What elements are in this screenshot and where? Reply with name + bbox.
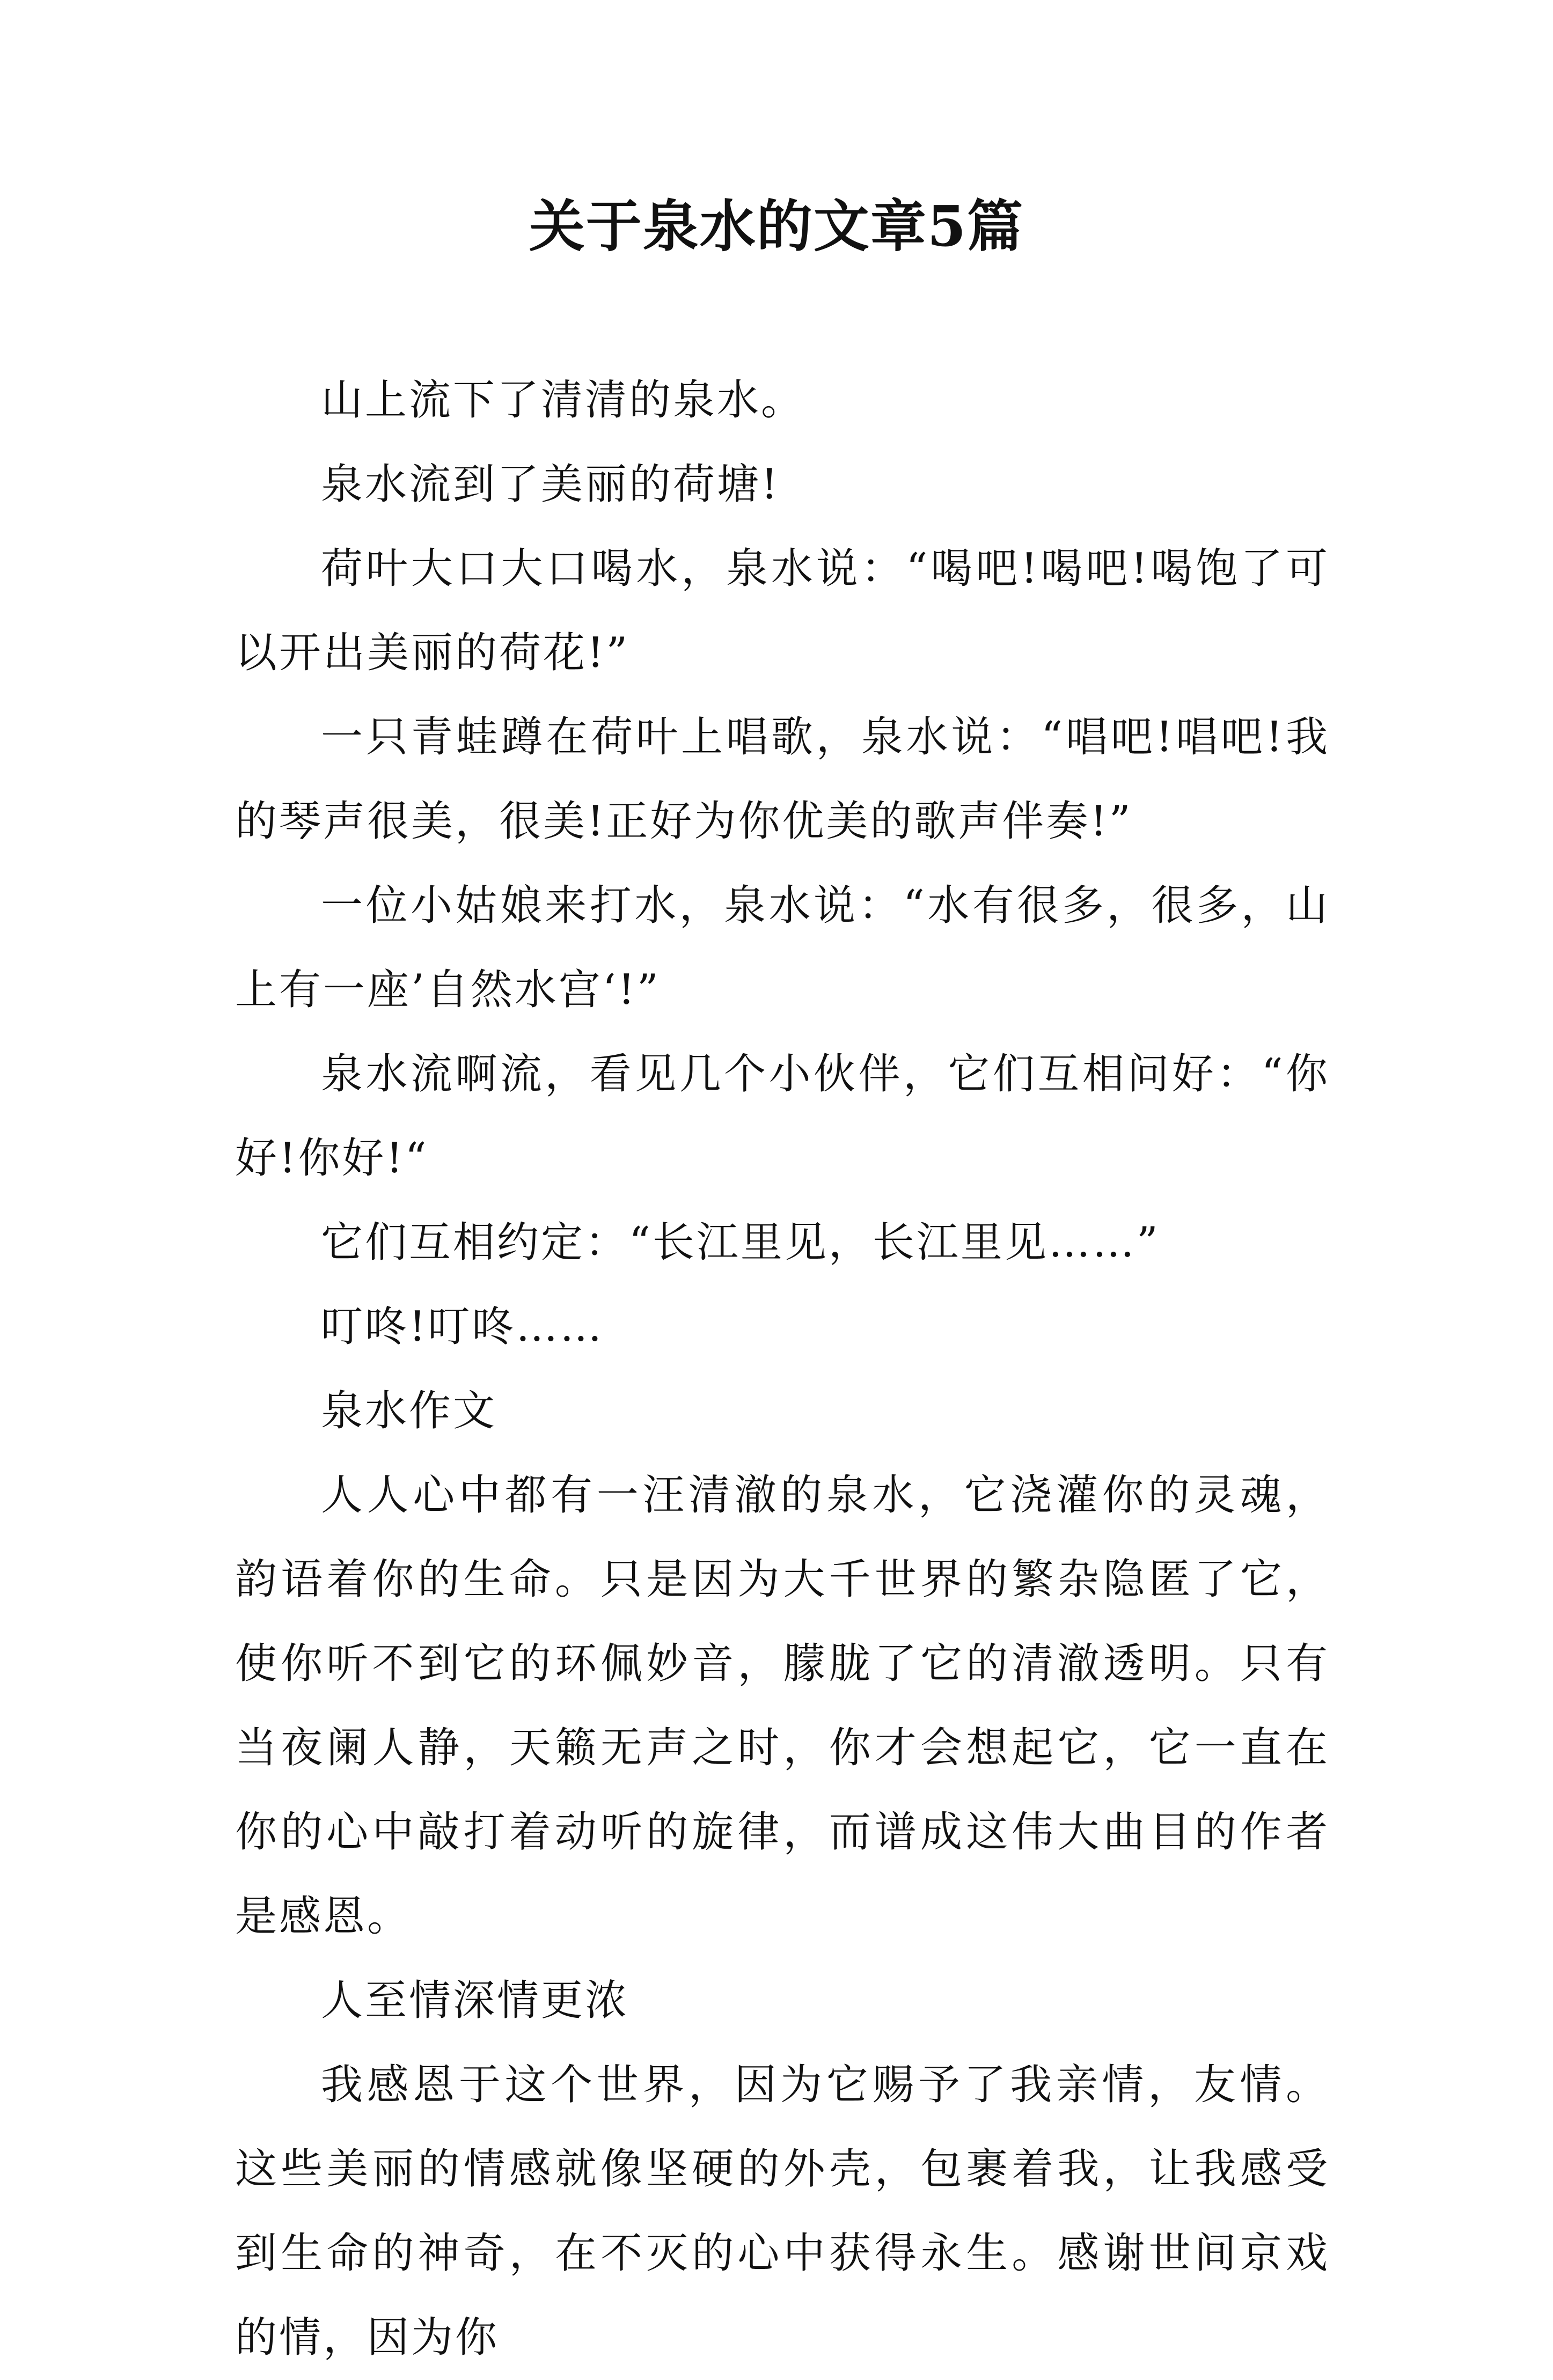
document-title: 关于泉水的文章5篇 (529, 193, 1024, 259)
paragraph: 人人心中都有一汪清澈的泉水，它浇灌你的灵魂，韵语着你的生命。只是因为大千世界的繁杂隐匿了它，使你听不到它的环佩妙音，朦胧了它的清澈透明。只有当夜阑人静，天籁无声之时，你才会想起它，它一直在你的心中敲打着动听的旋律，而谱成这伟大曲目的作者是感恩。 (235, 1471, 1330, 1941)
document-body (235, 358, 1330, 2380)
paragraph: 一只青蛙蹲在荷叶上唱歌，泉水说：“唱吧!唱吧!我的琴声很美，很美!正好为你优美的歌声伴奏!” (235, 713, 1330, 846)
paragraph: 荷叶大口大口喝水，泉水说：“喝吧!喝吧!喝饱了可以开出美丽的荷花!” (235, 545, 1330, 677)
paragraph: 我感恩于这个世界，因为它赐予了我亲情，友情。这些美丽的情感就像坚硬的外壳，包裹着我，让我感受到生命的神奇，在不灭的心中获得永生。感谢世间京戏的情，因为你 (235, 2061, 1330, 2362)
paragraph: 山上流下了清清的泉水。 (321, 376, 805, 424)
paragraph: 泉水流啊流，看见几个小伙伴，它们互相问好：“你好!你好!“ (235, 1050, 1330, 1182)
section-heading: 人至情深情更浓 (321, 1977, 629, 2025)
section-heading: 泉水作文 (321, 1387, 497, 1435)
paragraph: 泉水流到了美丽的荷塘! (321, 460, 780, 509)
paragraph: 叮咚!叮咚…… (321, 1303, 604, 1351)
paragraph: 一位小姑娘来打水，泉水说：“水有很多，很多，山上有一座’自然水宫‘!” (235, 882, 1330, 1014)
paragraph: 它们互相约定：“长江里见，长江里见……” (321, 1218, 1160, 1267)
